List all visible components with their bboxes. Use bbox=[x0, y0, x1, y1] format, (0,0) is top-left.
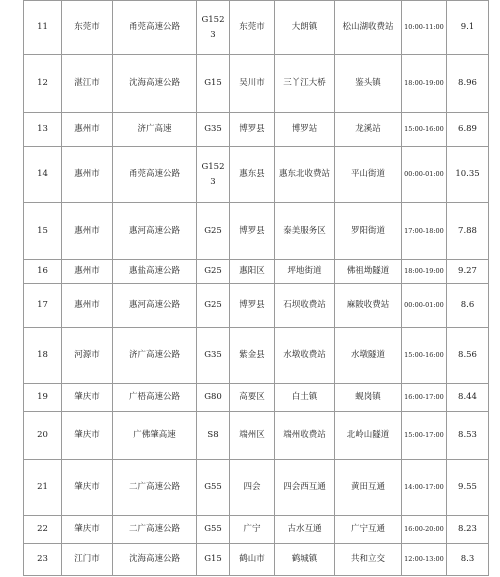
road-code-cell: G25 bbox=[197, 260, 230, 284]
city-cell: 肇庆市 bbox=[62, 384, 113, 412]
traffic-table-container bbox=[23, 0, 488, 576]
value-cell: 7.88 bbox=[447, 203, 489, 260]
time-range-cell: 17:00-18:00 bbox=[402, 203, 447, 260]
time-range-cell: 18:00-19:00 bbox=[402, 55, 447, 113]
table-row bbox=[24, 260, 489, 284]
road-name-cell: 沈海高速公路 bbox=[113, 55, 197, 113]
table-row bbox=[24, 147, 489, 203]
row-number: 18 bbox=[24, 328, 62, 384]
value-cell: 9.1 bbox=[447, 1, 489, 55]
road-code-cell: G35 bbox=[197, 328, 230, 384]
time-range-cell: 14:00-17:00 bbox=[402, 460, 447, 516]
end-point-cell: 鉴头镇 bbox=[335, 55, 402, 113]
row-number: 22 bbox=[24, 516, 62, 544]
value-cell: 8.56 bbox=[447, 328, 489, 384]
city-cell: 江门市 bbox=[62, 544, 113, 576]
start-point-cell: 石坝收费站 bbox=[275, 284, 335, 328]
end-point-cell: 松山湖收费站 bbox=[335, 1, 402, 55]
end-point-cell: 佛祖坳隧道 bbox=[335, 260, 402, 284]
end-point-cell: 罗阳街道 bbox=[335, 203, 402, 260]
city-cell: 东莞市 bbox=[62, 1, 113, 55]
road-name-cell: 广梧高速公路 bbox=[113, 384, 197, 412]
start-point-cell: 坪地街道 bbox=[275, 260, 335, 284]
city-cell: 肇庆市 bbox=[62, 516, 113, 544]
city-cell: 湛江市 bbox=[62, 55, 113, 113]
road-code-cell: G25 bbox=[197, 203, 230, 260]
road-code-cell: G35 bbox=[197, 113, 230, 147]
end-point-cell: 北岭山隧道 bbox=[335, 412, 402, 460]
road-name-cell: 惠河高速公路 bbox=[113, 203, 197, 260]
city-cell: 河源市 bbox=[62, 328, 113, 384]
table-body bbox=[24, 1, 489, 576]
county-cell: 博罗县 bbox=[230, 113, 275, 147]
row-number: 19 bbox=[24, 384, 62, 412]
value-cell: 8.3 bbox=[447, 544, 489, 576]
county-cell: 鹤山市 bbox=[230, 544, 275, 576]
table-row bbox=[24, 516, 489, 544]
time-range-cell: 15:00-17:00 bbox=[402, 412, 447, 460]
city-cell: 惠州市 bbox=[62, 113, 113, 147]
road-code-cell: G15 bbox=[197, 544, 230, 576]
city-cell: 肇庆市 bbox=[62, 460, 113, 516]
time-range-cell: 12:00-13:00 bbox=[402, 544, 447, 576]
row-number: 23 bbox=[24, 544, 62, 576]
table-row bbox=[24, 328, 489, 384]
road-name-cell: 沈海高速公路 bbox=[113, 544, 197, 576]
row-number: 16 bbox=[24, 260, 62, 284]
start-point-cell: 四会西互通 bbox=[275, 460, 335, 516]
time-range-cell: 16:00-17:00 bbox=[402, 384, 447, 412]
road-code-cell: G1523 bbox=[197, 147, 230, 203]
road-name-cell: 甬莞高速公路 bbox=[113, 147, 197, 203]
county-cell: 惠东县 bbox=[230, 147, 275, 203]
row-number: 14 bbox=[24, 147, 62, 203]
table-row bbox=[24, 113, 489, 147]
county-cell: 端州区 bbox=[230, 412, 275, 460]
county-cell: 博罗县 bbox=[230, 203, 275, 260]
start-point-cell: 白土镇 bbox=[275, 384, 335, 412]
row-number: 15 bbox=[24, 203, 62, 260]
value-cell: 8.23 bbox=[447, 516, 489, 544]
value-cell: 8.96 bbox=[447, 55, 489, 113]
table-row bbox=[24, 544, 489, 576]
start-point-cell: 大朗镇 bbox=[275, 1, 335, 55]
county-cell: 紫金县 bbox=[230, 328, 275, 384]
start-point-cell: 鹤城镇 bbox=[275, 544, 335, 576]
row-number: 17 bbox=[24, 284, 62, 328]
value-cell: 6.89 bbox=[447, 113, 489, 147]
value-cell: 8.44 bbox=[447, 384, 489, 412]
county-cell: 四会 bbox=[230, 460, 275, 516]
start-point-cell: 三丫江大桥 bbox=[275, 55, 335, 113]
table-row bbox=[24, 203, 489, 260]
road-name-cell: 甬莞高速公路 bbox=[113, 1, 197, 55]
time-range-cell: 00:00-01:00 bbox=[402, 147, 447, 203]
county-cell: 惠阳区 bbox=[230, 260, 275, 284]
time-range-cell: 00:00-01:00 bbox=[402, 284, 447, 328]
road-code-cell: S8 bbox=[197, 412, 230, 460]
county-cell: 吴川市 bbox=[230, 55, 275, 113]
city-cell: 惠州市 bbox=[62, 147, 113, 203]
value-cell: 8.6 bbox=[447, 284, 489, 328]
road-name-cell: 二广高速公路 bbox=[113, 516, 197, 544]
road-code-cell: G55 bbox=[197, 460, 230, 516]
end-point-cell: 水墩隧道 bbox=[335, 328, 402, 384]
row-number: 12 bbox=[24, 55, 62, 113]
end-point-cell: 蚬岗镇 bbox=[335, 384, 402, 412]
city-cell: 惠州市 bbox=[62, 284, 113, 328]
road-code-cell: G25 bbox=[197, 284, 230, 328]
road-code-cell: G15 bbox=[197, 55, 230, 113]
start-point-cell: 水墩收费站 bbox=[275, 328, 335, 384]
start-point-cell: 惠东北收费站 bbox=[275, 147, 335, 203]
row-number: 20 bbox=[24, 412, 62, 460]
table-row bbox=[24, 1, 489, 55]
road-name-cell: 广佛肇高速 bbox=[113, 412, 197, 460]
traffic-table bbox=[23, 0, 489, 576]
road-name-cell: 惠河高速公路 bbox=[113, 284, 197, 328]
time-range-cell: 16:00-20:00 bbox=[402, 516, 447, 544]
row-number: 21 bbox=[24, 460, 62, 516]
time-range-cell: 18:00-19:00 bbox=[402, 260, 447, 284]
row-number: 11 bbox=[24, 1, 62, 55]
road-code-cell: G80 bbox=[197, 384, 230, 412]
value-cell: 8.53 bbox=[447, 412, 489, 460]
road-name-cell: 二广高速公路 bbox=[113, 460, 197, 516]
city-cell: 惠州市 bbox=[62, 260, 113, 284]
city-cell: 肇庆市 bbox=[62, 412, 113, 460]
road-name-cell: 济广高速公路 bbox=[113, 328, 197, 384]
road-code-cell: G1523 bbox=[197, 1, 230, 55]
county-cell: 广宁 bbox=[230, 516, 275, 544]
road-name-cell: 济广高速 bbox=[113, 113, 197, 147]
end-point-cell: 麻陂收费站 bbox=[335, 284, 402, 328]
table-row bbox=[24, 412, 489, 460]
road-name-cell: 惠盐高速公路 bbox=[113, 260, 197, 284]
time-range-cell: 15:00-16:00 bbox=[402, 328, 447, 384]
county-cell: 东莞市 bbox=[230, 1, 275, 55]
value-cell: 10.35 bbox=[447, 147, 489, 203]
end-point-cell: 龙溪站 bbox=[335, 113, 402, 147]
time-range-cell: 10:00-11:00 bbox=[402, 1, 447, 55]
row-number: 13 bbox=[24, 113, 62, 147]
start-point-cell: 端州收费站 bbox=[275, 412, 335, 460]
time-range-cell: 15:00-16:00 bbox=[402, 113, 447, 147]
table-row bbox=[24, 55, 489, 113]
table-row bbox=[24, 384, 489, 412]
end-point-cell: 黄田互通 bbox=[335, 460, 402, 516]
city-cell: 惠州市 bbox=[62, 203, 113, 260]
table-row bbox=[24, 460, 489, 516]
end-point-cell: 平山街道 bbox=[335, 147, 402, 203]
start-point-cell: 古水互通 bbox=[275, 516, 335, 544]
end-point-cell: 共和立交 bbox=[335, 544, 402, 576]
start-point-cell: 泰美服务区 bbox=[275, 203, 335, 260]
county-cell: 高要区 bbox=[230, 384, 275, 412]
road-code-cell: G55 bbox=[197, 516, 230, 544]
value-cell: 9.27 bbox=[447, 260, 489, 284]
start-point-cell: 博罗站 bbox=[275, 113, 335, 147]
table-row bbox=[24, 284, 489, 328]
county-cell: 博罗县 bbox=[230, 284, 275, 328]
end-point-cell: 广宁互通 bbox=[335, 516, 402, 544]
value-cell: 9.55 bbox=[447, 460, 489, 516]
